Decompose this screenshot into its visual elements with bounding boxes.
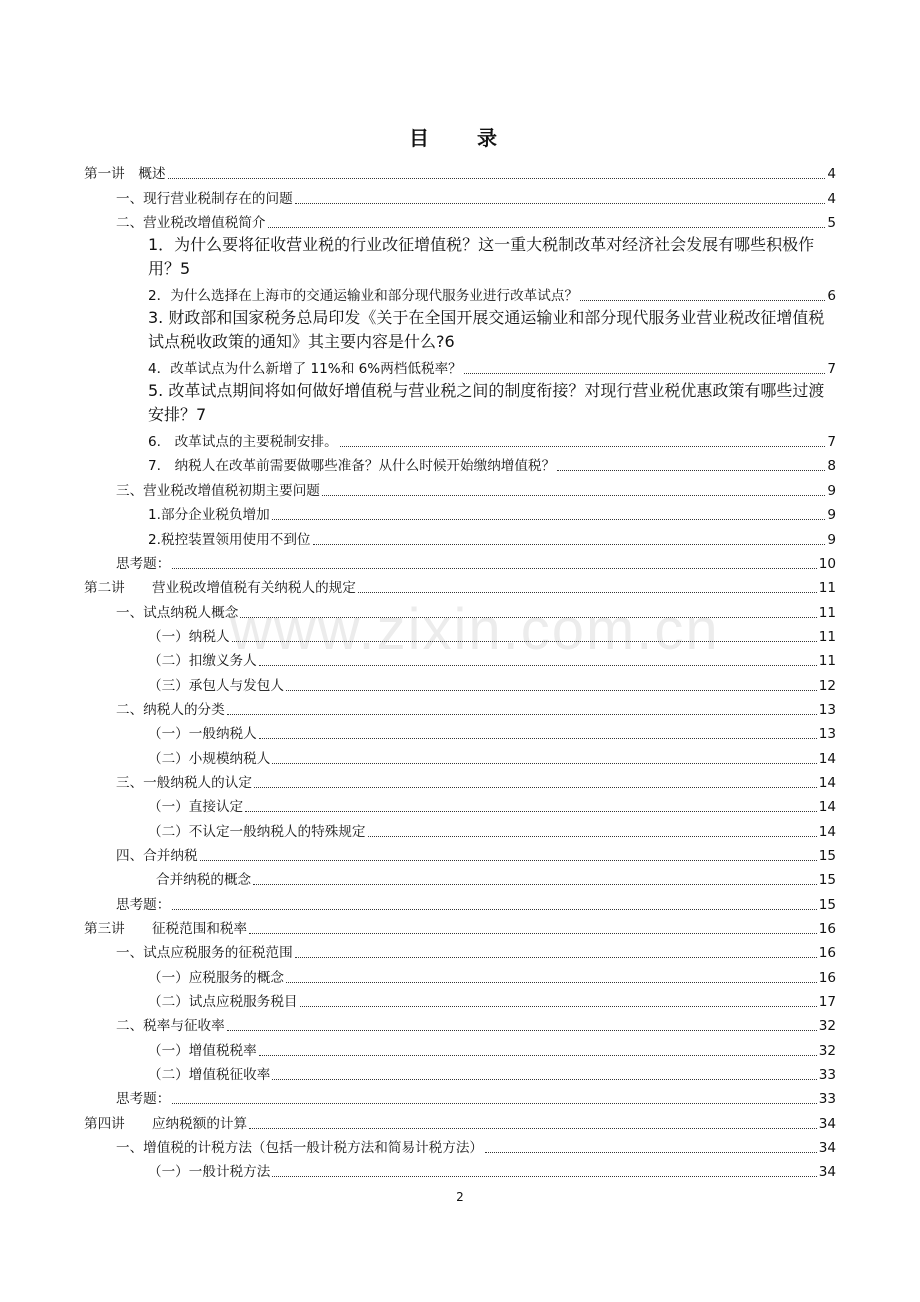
toc-entry[interactable] (84, 1012, 836, 1036)
toc-entry-text: 一、试点应税服务的征税范围 (116, 945, 293, 962)
toc-entry[interactable] (84, 696, 836, 720)
toc-page-number: 9 (827, 531, 836, 548)
toc-entry-text: 思考题： (116, 555, 171, 572)
toc-entry[interactable] (84, 1109, 836, 1133)
toc-entry[interactable] (84, 1061, 836, 1085)
toc-entry[interactable] (84, 890, 836, 914)
toc-entry-text: 3. 财政部和国家税务总局印发《关于在全国开展交通运输业和部分现代服务业营业税改征增值税 (148, 308, 825, 328)
toc-page-number: 32 (818, 1042, 836, 1059)
dot-leader (322, 495, 825, 496)
toc-entry-text: 7. 纳税人在改革前需要做哪些准备？从什么时候开始缴纳增值税？ (148, 458, 556, 475)
toc-entry-text: 6. 改革试点的主要税制安排。 (148, 434, 338, 451)
dot-leader (368, 836, 817, 837)
table-of-contents (84, 160, 836, 1182)
toc-entry-text: 第四讲 应纳税额的计算 (84, 1115, 248, 1132)
toc-page-number: 13 (818, 701, 836, 718)
toc-entry[interactable] (84, 306, 836, 355)
dot-leader (259, 1055, 817, 1056)
toc-entry-text: 四、合并纳税 (116, 847, 198, 864)
dot-leader (295, 957, 817, 958)
toc-entry-text: （二）试点应税服务税目 (148, 994, 298, 1011)
toc-entry[interactable] (84, 379, 836, 428)
toc-page-number: 9 (827, 482, 836, 499)
dot-leader (249, 1128, 817, 1129)
toc-entry-text: 一、增值税的计税方法（包括一般计税方法和简易计税方法） (116, 1140, 484, 1157)
toc-page-number: 6 (444, 332, 455, 352)
toc-page-number: 15 (818, 896, 836, 913)
dot-leader (358, 592, 817, 593)
toc-page-number: 11 (818, 580, 836, 597)
toc-page-number: 7 (827, 361, 836, 378)
toc-page-number: 5 (827, 215, 836, 232)
toc-entry[interactable] (84, 623, 836, 647)
toc-entry[interactable] (84, 452, 836, 476)
toc-entry[interactable] (84, 963, 836, 987)
toc-page-number: 34 (818, 1164, 836, 1181)
dot-leader (254, 787, 817, 788)
toc-page-number: 33 (818, 1067, 836, 1084)
toc-page-number: 4 (827, 190, 836, 207)
toc-page-number: 15 (818, 872, 836, 889)
toc-entry[interactable] (84, 355, 836, 379)
toc-page-number: 32 (818, 1018, 836, 1035)
dot-leader (272, 763, 816, 764)
toc-page-number: 11 (818, 653, 836, 670)
toc-page-number: 11 (818, 628, 836, 645)
toc-entry[interactable] (84, 501, 836, 525)
toc-page-number: 34 (818, 1140, 836, 1157)
dot-leader (259, 738, 817, 739)
toc-title: 目 录 (409, 126, 511, 150)
toc-entry[interactable] (84, 842, 836, 866)
toc-entry-text: 思考题： (116, 1091, 171, 1108)
toc-entry-text: 三、一般纳税人的认定 (116, 774, 252, 791)
toc-page-number: 5 (180, 259, 191, 279)
toc-entry-text: （一）纳税人 (148, 628, 230, 645)
dot-leader (485, 1152, 817, 1153)
dot-leader (240, 617, 816, 618)
toc-entry[interactable] (84, 428, 836, 452)
toc-entry-text: 第三讲 征税范围和税率 (84, 921, 248, 937)
toc-entry[interactable] (84, 1134, 836, 1158)
toc-entry-text: 合并纳税的概念 (156, 872, 252, 889)
toc-entry-text: 1．为什么要将征收营业税的行业改征增值税？这一重大税制改革对经济社会发展有哪些积极作 (148, 235, 815, 255)
toc-page-number: 14 (818, 774, 836, 791)
toc-page-number: 33 (818, 1091, 836, 1108)
dot-leader (249, 933, 817, 934)
toc-entry[interactable] (84, 647, 836, 671)
toc-page-number: 10 (818, 555, 836, 572)
page-number: 2 (456, 1190, 464, 1204)
dot-leader (268, 227, 826, 228)
dot-leader (245, 811, 817, 812)
toc-page-number: 12 (818, 677, 836, 694)
dot-leader (272, 1079, 816, 1080)
toc-entry[interactable] (84, 160, 836, 184)
dot-leader (300, 1006, 817, 1007)
toc-page-number: 4 (827, 166, 836, 183)
toc-entry-text: 思考题： (116, 896, 171, 913)
toc-entry-text: （一）应税服务的概念 (148, 969, 284, 986)
toc-entry[interactable] (84, 184, 836, 208)
toc-entry[interactable] (84, 525, 836, 549)
dot-leader (272, 519, 826, 520)
toc-entry[interactable] (84, 769, 836, 793)
toc-entry-text-continued: 试点税收政策的通知》其主要内容是什么? (148, 332, 445, 352)
toc-entry-text: 一、现行营业税制存在的问题 (116, 190, 293, 207)
toc-entry-text: 5. 改革试点期间将如何做好增值税与营业税之间的制度衔接？对现行营业税优惠政策有哪些过渡 (148, 381, 825, 401)
toc-page-number: 7 (827, 434, 836, 451)
toc-entry-text: 2.税控装置领用使用不到位 (148, 531, 311, 548)
toc-entry[interactable] (84, 574, 836, 598)
toc-page-number: 14 (818, 823, 836, 840)
toc-page-number: 6 (827, 288, 836, 305)
toc-page-number: 16 (818, 945, 836, 962)
toc-entry[interactable] (84, 744, 836, 768)
toc-page-number: 14 (818, 799, 836, 816)
toc-entry-text: （二）不认定一般纳税人的特殊规定 (148, 823, 366, 840)
toc-page-number: 34 (818, 1115, 836, 1132)
dot-leader (286, 982, 817, 983)
toc-page-number: 16 (818, 921, 836, 937)
toc-entry[interactable] (84, 720, 836, 744)
toc-entry-text: （一）一般纳税人 (148, 726, 257, 743)
dot-leader (227, 1030, 817, 1031)
toc-entry-text: 1.部分企业税负增加 (148, 507, 270, 524)
dot-leader (172, 909, 816, 910)
toc-entry[interactable] (84, 793, 836, 817)
toc-entry-text: （二）小规模纳税人 (148, 750, 271, 767)
toc-entry[interactable] (84, 1085, 836, 1109)
toc-page-number: 15 (818, 847, 836, 864)
toc-entry-text: 二、税率与征收率 (116, 1018, 225, 1035)
dot-leader (340, 446, 826, 447)
toc-entry[interactable] (84, 598, 836, 622)
toc-entry[interactable] (84, 1158, 836, 1182)
toc-page-number: 17 (818, 994, 836, 1011)
toc-entry-text: （一）增值税税率 (148, 1042, 257, 1059)
toc-entry[interactable] (84, 550, 836, 574)
toc-entry[interactable] (84, 817, 836, 841)
toc-entry[interactable] (84, 209, 836, 233)
dot-leader (295, 203, 826, 204)
dot-leader (286, 690, 817, 691)
toc-page-number: 7 (196, 405, 207, 425)
toc-entry-text: （二）增值税征收率 (148, 1067, 271, 1084)
toc-page-number: 16 (818, 969, 836, 986)
toc-page-number: 8 (827, 458, 836, 475)
dot-leader (253, 884, 817, 885)
toc-entry-text: 二、营业税改增值税简介 (116, 215, 266, 232)
watermark: www.zixin.com.cn (230, 597, 720, 662)
toc-entry[interactable] (84, 233, 836, 282)
dot-leader (313, 544, 826, 545)
toc-entry-text: （二）扣缴义务人 (148, 653, 257, 670)
toc-entry[interactable] (84, 282, 836, 306)
toc-entry[interactable] (84, 915, 836, 939)
toc-entry-text: 一、试点纳税人概念 (116, 604, 239, 621)
toc-page-number: 11 (818, 604, 836, 621)
dot-leader (557, 470, 825, 471)
toc-entry-text: 第一讲 概述 (84, 166, 166, 183)
dot-leader (172, 568, 816, 569)
toc-entry-text: 4．改革试点为什么新增了 11%和 6%两档低税率？ (148, 361, 462, 378)
dot-leader (580, 300, 825, 301)
toc-entry-text: 第二讲 营业税改增值税有关纳税人的规定 (84, 580, 356, 597)
toc-entry[interactable] (84, 866, 836, 890)
toc-entry[interactable] (84, 671, 836, 695)
toc-entry-text: （一）一般计税方法 (148, 1164, 271, 1181)
dot-leader (464, 373, 826, 374)
toc-entry-text: 二、纳税人的分类 (116, 701, 225, 718)
dot-leader (172, 1103, 816, 1104)
toc-page-number: 13 (818, 726, 836, 743)
toc-entry-text: 三、营业税改增值税初期主要问题 (116, 482, 320, 499)
dot-leader (227, 714, 817, 715)
toc-entry-text-continued: 用？ (148, 259, 181, 279)
dot-leader (168, 178, 826, 179)
toc-entry[interactable] (84, 476, 836, 500)
toc-entry[interactable] (84, 988, 836, 1012)
toc-entry-text: （一）直接认定 (148, 799, 244, 816)
dot-leader (232, 641, 817, 642)
toc-entry[interactable] (84, 939, 836, 963)
toc-entry-text: 2．为什么选择在上海市的交通运输业和部分现代服务业进行改革试点？ (148, 288, 579, 305)
toc-page-number: 14 (818, 750, 836, 767)
toc-entry-text-continued: 安排？ (148, 405, 197, 425)
dot-leader (259, 665, 817, 666)
dot-leader (200, 860, 817, 861)
dot-leader (272, 1176, 816, 1177)
toc-entry[interactable] (84, 1036, 836, 1060)
toc-entry-text: （三）承包人与发包人 (148, 677, 284, 694)
toc-page-number: 9 (827, 507, 836, 524)
